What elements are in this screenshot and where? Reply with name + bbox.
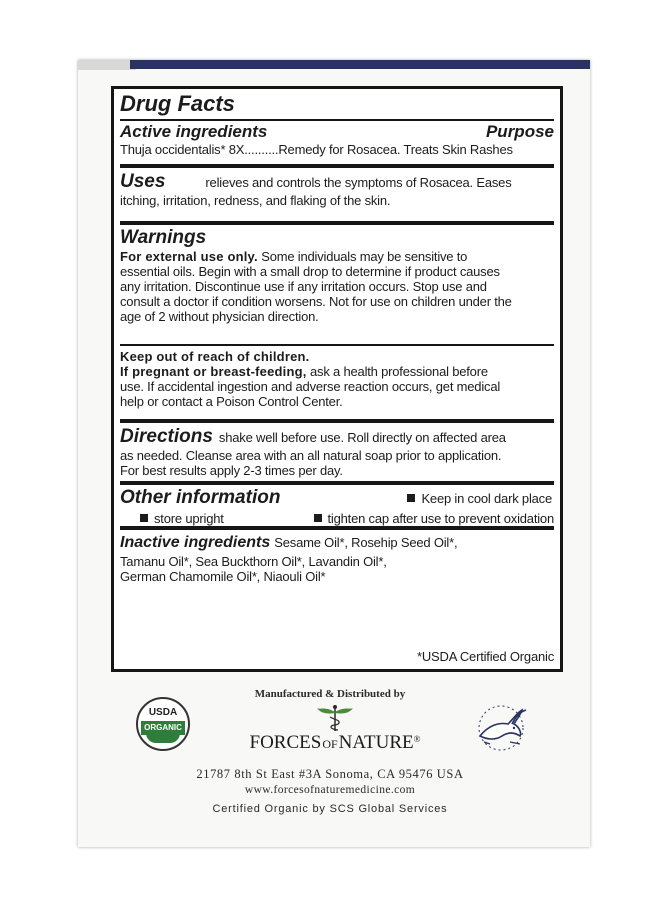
keep-out-of-reach: Keep out of reach of children.	[120, 349, 310, 364]
usda-certified-note: *USDA Certified Organic	[416, 649, 554, 664]
drug-facts-title: Drug Facts	[120, 91, 235, 116]
pregnancy-text-line3: help or contact a Poison Control Center.	[120, 394, 343, 409]
usda-seal-top-text: USDA	[148, 707, 178, 718]
box-flap-edge	[78, 60, 136, 70]
warning-text-line4: consult a doctor if condition worsens. Not for use on children under the	[120, 294, 512, 309]
registered-mark-icon: ®	[413, 734, 421, 744]
forces-of-nature-logo	[232, 704, 438, 756]
inactive-ingredients-heading: Inactive ingredients	[120, 534, 271, 551]
directions-text-line2: as needed. Cleanse area with an all natural soap prior to application.	[120, 448, 502, 463]
thick-divider	[120, 419, 554, 423]
website-link[interactable]: www.forcesofnaturemedicine.com	[244, 784, 416, 796]
manufactured-by: Manufactured & Distributed by	[254, 688, 406, 700]
box-top-edge	[130, 60, 590, 69]
other-info-cool-dark: Keep in cool dark place	[421, 491, 552, 506]
brand-forces: FORCES	[249, 732, 322, 753]
usda-organic-seal	[136, 697, 190, 751]
uses-heading: Uses	[120, 171, 166, 192]
drug-facts-panel	[111, 86, 563, 672]
uses-text-line1: relieves and controls the symptoms of Rosacea. Eases	[205, 175, 512, 190]
other-info-tighten-cap: tighten cap after use to prevent oxidation	[327, 511, 554, 526]
drug-facts-title-section	[120, 91, 554, 117]
external-use-warning: For external use only.	[120, 249, 258, 264]
warnings-section	[120, 227, 554, 324]
directions-text-line3: For best results apply 2-3 times per day.	[120, 463, 343, 478]
warning-text-line5: age of 2 without physician direction.	[120, 309, 319, 324]
uses-text-line2: itching, irritation, redness, and flaking of the skin.	[120, 193, 391, 208]
pregnancy-warning-bold: If pregnant or breast-feeding,	[120, 364, 307, 379]
inactive-ingredients-line3: German Chamomile Oil*, Niaouli Oil*	[120, 569, 326, 584]
divider	[120, 119, 554, 121]
divider	[120, 344, 554, 346]
thick-divider	[120, 164, 554, 168]
other-information-section	[120, 487, 554, 526]
active-ingredients-heading: Active ingredients	[120, 122, 268, 141]
warning-text-line2: essential oils. Begin with a small drop to determine if product causes	[120, 264, 500, 279]
directions-section	[120, 426, 554, 478]
warning-text-line1: Some individuals may be sensitive to	[257, 249, 468, 264]
bullet-icon	[407, 494, 415, 502]
caduceus-leaf-icon	[315, 704, 355, 732]
purpose-heading: Purpose	[485, 122, 554, 141]
inactive-ingredients-line2: Tamanu Oil*, Sea Buckthorn Oil*, Lavandin Oil*,	[120, 554, 387, 569]
directions-heading: Directions	[120, 426, 213, 447]
children-pregnancy-section	[120, 349, 554, 409]
warning-text-line3: any irritation. Discontinue use if any irritation occurs. Stop use and	[120, 279, 487, 294]
inactive-ingredients-section	[120, 532, 554, 584]
brand-of: OF	[322, 737, 338, 751]
brand-nature: NATURE	[338, 732, 414, 753]
usda-seal-bottom	[146, 733, 180, 743]
inactive-ingredients-line1: Sesame Oil*, Rosehip Seed Oil*,	[274, 535, 458, 550]
other-information-heading: Other information	[120, 487, 281, 508]
certified-organic-line: Certified Organic by SCS Global Services	[212, 803, 448, 815]
pregnancy-text-line1: ask a health professional before	[306, 364, 488, 379]
thick-divider	[120, 221, 554, 225]
bullet-icon	[140, 514, 148, 522]
other-info-upright: store upright	[154, 511, 224, 526]
directions-text-line1: shake well before use. Roll directly on affected area	[218, 430, 506, 445]
thick-divider	[120, 481, 554, 485]
uses-section	[120, 171, 554, 208]
pregnancy-text-line2: use. If accidental ingestion and adverse reaction occurs, get medical	[120, 379, 501, 394]
bullet-icon	[314, 514, 322, 522]
usda-seal-band-text: ORGANIC	[141, 721, 185, 735]
thick-divider	[120, 526, 554, 530]
leaping-bunny-icon	[470, 702, 532, 754]
active-ingredient-line: Thuja occidentalis* 8X..........Remedy for Rosacea. Treats Skin Rashes	[120, 142, 513, 157]
warnings-heading: Warnings	[120, 227, 207, 248]
active-ingredients-section	[120, 122, 554, 157]
address-line: 21787 8th St East #3A Sonoma, CA 95476 USA	[196, 767, 464, 781]
